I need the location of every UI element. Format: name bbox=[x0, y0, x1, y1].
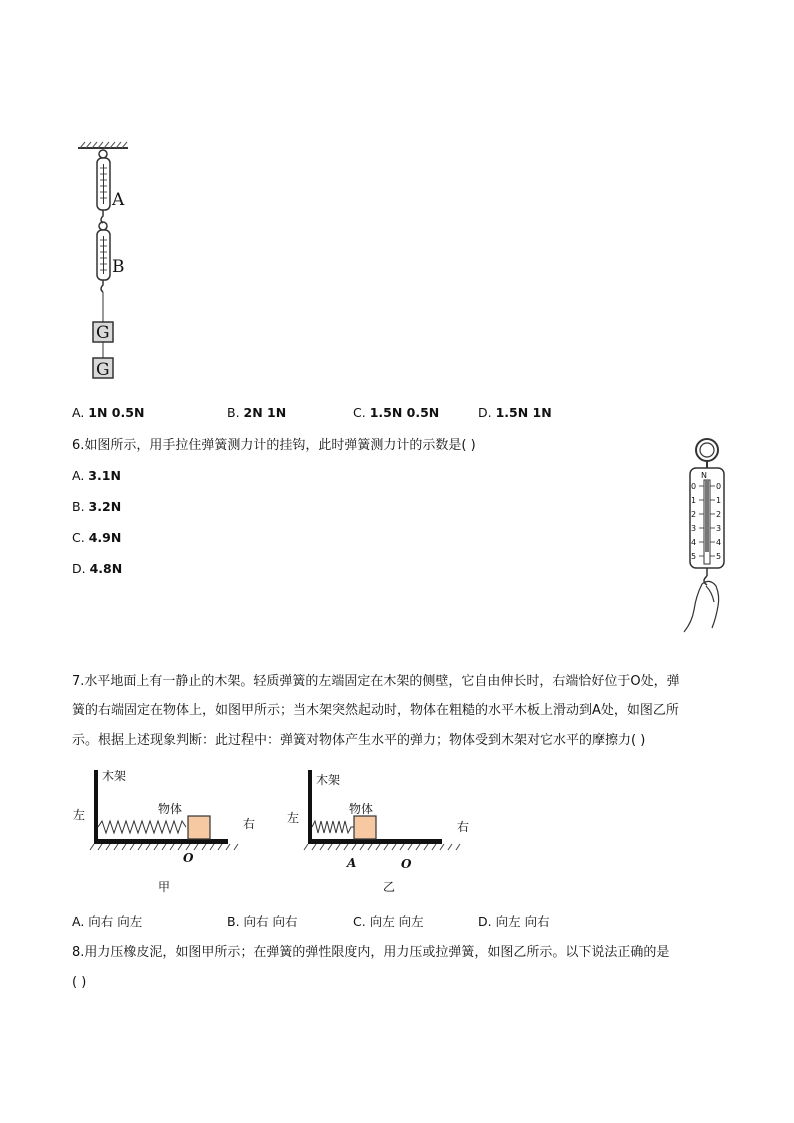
option-letter: B. bbox=[72, 499, 85, 514]
option-letter: C. bbox=[353, 405, 366, 420]
option-letter: A. bbox=[72, 914, 85, 929]
option-text: 1N 0.5N bbox=[88, 405, 145, 420]
option-text: 2N 1N bbox=[243, 405, 287, 420]
q7-option-d[interactable] bbox=[478, 912, 550, 930]
option-text: 向右 向左 bbox=[88, 914, 143, 929]
q5-option-b[interactable] bbox=[227, 405, 286, 420]
hand-spring-scale-figure bbox=[672, 436, 742, 636]
spring-scales-series-figure bbox=[70, 140, 150, 390]
q6-option-b[interactable] bbox=[72, 499, 121, 514]
option-letter: D. bbox=[478, 914, 492, 929]
q8-stem-line-2: ( ) bbox=[72, 975, 87, 990]
scale-number: 5 bbox=[691, 552, 697, 561]
q5-option-a[interactable] bbox=[72, 405, 144, 420]
option-text: 1.5N 0.5N bbox=[369, 405, 440, 420]
scale-number: 0 bbox=[716, 482, 722, 491]
q7-stem-line-1: 7.水平地面上有一静止的木架。轻质弹簧的左端固定在木架的侧壁，它自由伸长时，右端恰好位于O处，弹 bbox=[72, 674, 680, 689]
jia-frame-label: 木架 bbox=[102, 769, 127, 783]
q6-option-d[interactable] bbox=[72, 561, 122, 576]
jia-left-label: 左 bbox=[73, 808, 86, 822]
option-letter: B. bbox=[227, 405, 240, 420]
jia-caption: 甲 bbox=[158, 880, 171, 894]
q6-option-c[interactable] bbox=[72, 530, 121, 545]
q5-option-c[interactable] bbox=[353, 405, 439, 420]
q7-option-a[interactable] bbox=[72, 912, 142, 930]
yi-point-a: A bbox=[347, 856, 357, 870]
yi-object-label: 物体 bbox=[349, 802, 374, 816]
scale-numbers-left bbox=[691, 480, 696, 564]
q6-stem: 6.如图所示，用手拉住弹簧测力计的挂钩，此时弹簧测力计的示数是( ) bbox=[72, 438, 476, 453]
q6-option-a[interactable] bbox=[72, 468, 121, 483]
weight-label-1: G bbox=[96, 323, 110, 343]
q5-option-d[interactable] bbox=[478, 405, 552, 420]
q8-stem-line-1: 8.用力压橡皮泥，如图甲所示；在弹簧的弹性限度内，用力压或拉弹簧，如图乙所示。以下说法正确的是 bbox=[72, 945, 670, 960]
option-text: 向左 向右 bbox=[495, 914, 550, 929]
scale-number: 1 bbox=[716, 496, 722, 505]
option-text: 向右 向右 bbox=[243, 914, 298, 929]
scale-unit-label: N bbox=[701, 471, 707, 480]
weight-label-2: G bbox=[96, 360, 110, 380]
option-letter: D. bbox=[478, 405, 492, 420]
option-letter: B. bbox=[227, 914, 240, 929]
scale-numbers-right bbox=[716, 480, 721, 564]
option-letter: D. bbox=[72, 561, 86, 576]
option-text: 3.1N bbox=[88, 468, 121, 483]
option-text: 向左 向左 bbox=[369, 914, 424, 929]
scale-number: 4 bbox=[716, 538, 722, 547]
yi-left-label: 左 bbox=[287, 811, 300, 825]
scale-number: 2 bbox=[691, 510, 697, 519]
q7-stem-line-2: 簧的右端固定在物体上，如图甲所示；当木架突然起动时，物体在粗糙的水平木板上滑动到A处，如图乙所 bbox=[72, 703, 679, 718]
scale-number: 3 bbox=[691, 524, 697, 533]
jia-object-label: 物体 bbox=[158, 802, 183, 816]
scale-b-label: B bbox=[112, 257, 125, 277]
option-letter: C. bbox=[353, 914, 366, 929]
scale-number: 2 bbox=[716, 510, 722, 519]
option-letter: C. bbox=[72, 530, 85, 545]
option-text: 4.8N bbox=[89, 561, 123, 576]
yi-frame-label: 木架 bbox=[316, 773, 341, 787]
yi-point-o: O bbox=[401, 857, 412, 871]
scale-number: 5 bbox=[716, 552, 722, 561]
scale-number: 3 bbox=[716, 524, 722, 533]
option-text: 4.9N bbox=[88, 530, 122, 545]
jia-right-label: 右 bbox=[243, 817, 256, 831]
q7-option-b[interactable] bbox=[227, 912, 298, 930]
scale-number: 1 bbox=[691, 496, 697, 505]
option-letter: A. bbox=[72, 468, 85, 483]
option-letter: A. bbox=[72, 405, 85, 420]
yi-caption: 乙 bbox=[383, 880, 396, 894]
scale-number: 0 bbox=[691, 482, 697, 491]
option-text: 1.5N 1N bbox=[495, 405, 552, 420]
q7-option-c[interactable] bbox=[353, 912, 424, 930]
scale-number: 4 bbox=[691, 538, 697, 547]
scale-a-label: A bbox=[112, 190, 125, 210]
yi-right-label: 右 bbox=[457, 820, 470, 834]
jia-point-o: O bbox=[183, 851, 194, 865]
q7-stem-line-3: 示。根据上述现象判断：此过程中：弹簧对物体产生水平的弹力；物体受到木架对它水平的摩擦力( ) bbox=[72, 733, 646, 748]
option-text: 3.2N bbox=[88, 499, 122, 514]
